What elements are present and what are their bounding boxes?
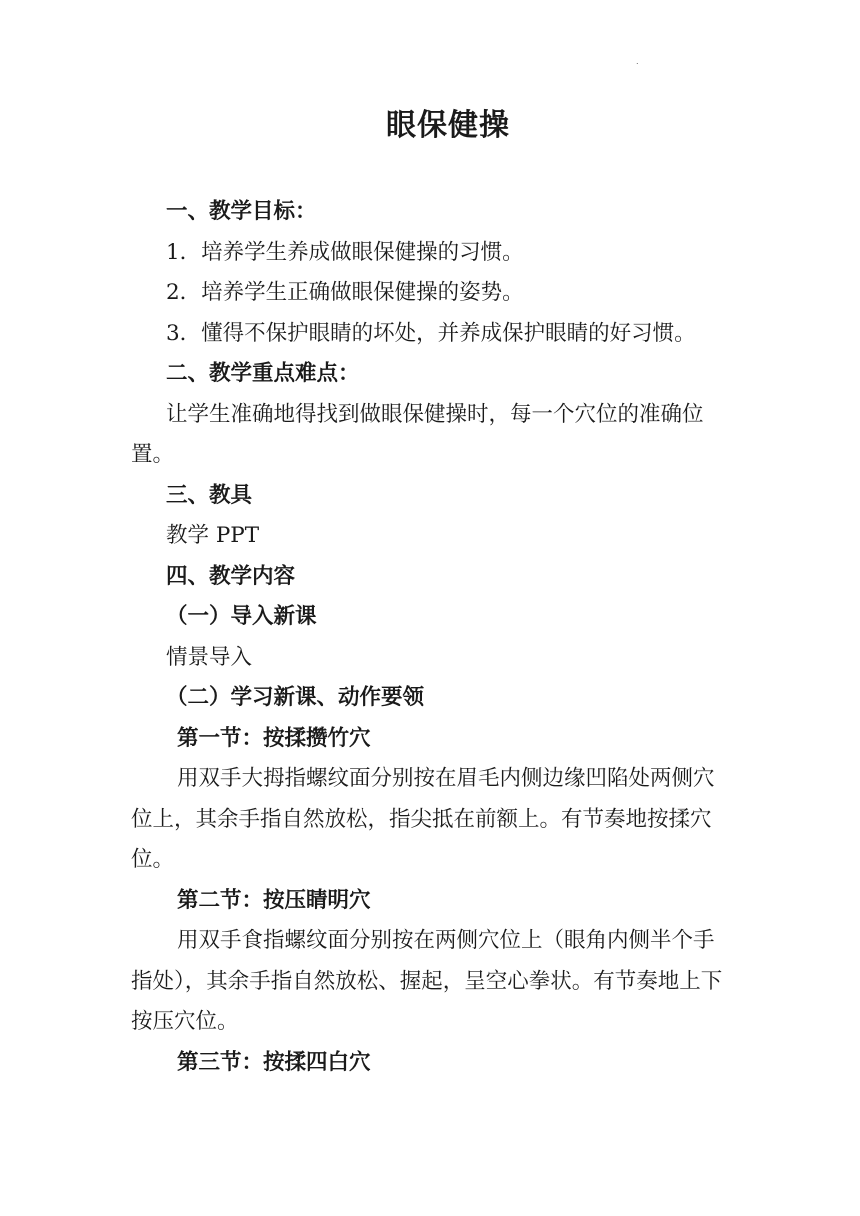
learn-heading: （二）学习新课、动作要领: [166, 685, 425, 710]
step-1-text: 用双手大拇指螺纹面分别按在眉毛内侧边缘凹陷处两侧穴位上，其余手指自然放松，指尖抵在前额上。有节奏地按揉穴位。: [131, 766, 715, 872]
page-mark: .: [636, 57, 639, 66]
content-heading: 四、教学内容: [166, 563, 296, 589]
tools-text: 教学 PPT: [166, 523, 260, 548]
goals-heading: 一、教学目标：: [166, 199, 317, 224]
document-title: 眼保健操: [386, 108, 510, 143]
document-body: [131, 192, 735, 1083]
intro-text: 情景导入: [166, 644, 253, 670]
intro-heading: （一）导入新课: [166, 604, 317, 629]
goal-item-2: 2．培养学生正确做眼保健操的姿势。: [166, 280, 524, 305]
step-3-heading: 第三节：按揉四白穴: [177, 1049, 371, 1075]
key-points-text: 让学生准确地得找到做眼保健操时，每一个穴位的准确位置。: [131, 401, 704, 467]
step-2-text: 用双手食指螺纹面分别按在两侧穴位上（眼角内侧半个手指处），其余手指自然放松、握起，呈空心拳状。有节奏地上下按压穴位。: [131, 928, 723, 1034]
step-1-heading: 第一节：按揉攒竹穴: [177, 725, 371, 751]
step-2-heading: 第二节：按压睛明穴: [177, 887, 371, 913]
goal-item-3: 3．懂得不保护眼睛的坏处，并养成保护眼睛的好习惯。: [166, 320, 696, 346]
goal-item-1: 1．培养学生养成做眼保健操的习惯。: [166, 239, 524, 265]
key-points-heading: 二、教学重点难点：: [166, 361, 360, 386]
tools-heading: 三、教具: [166, 482, 253, 508]
